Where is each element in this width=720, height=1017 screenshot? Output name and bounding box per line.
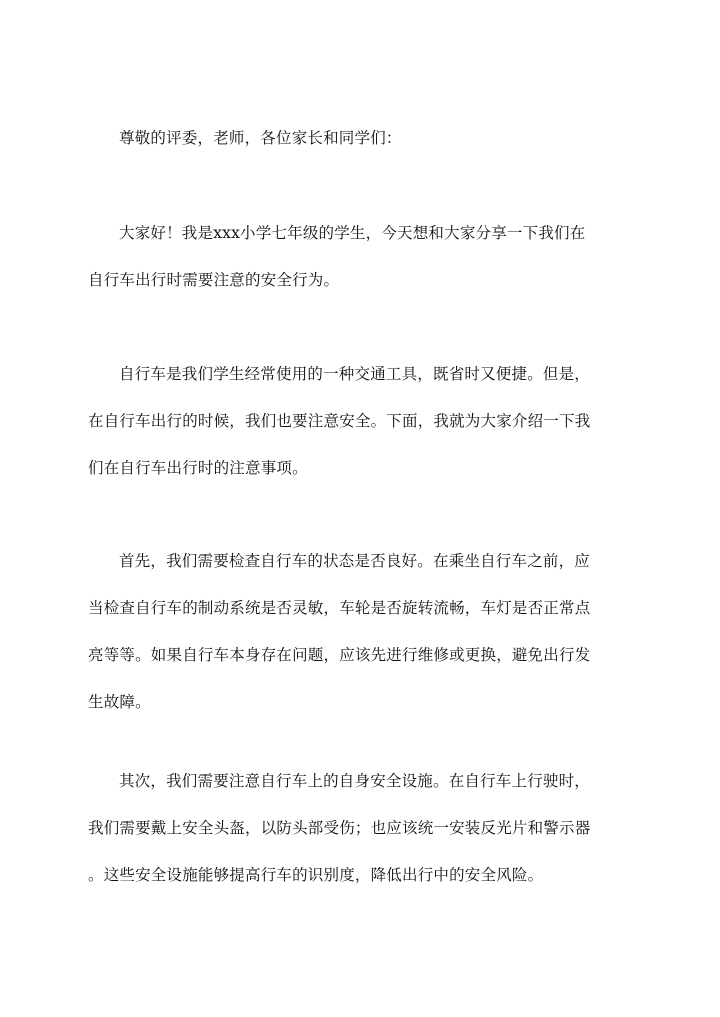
second-point-paragraph — [88, 758, 636, 899]
paragraph-line: 首先，我们需要检查自行车的状态是否良好。在乘坐自行车之前，应 — [119, 552, 591, 570]
paragraph-line: 。这些安全设施能够提高行车的识别度，降低出行中的安全风险。 — [88, 866, 544, 884]
paragraph-line: 们在自行车出行时的注意事项。 — [88, 459, 308, 477]
paragraph-line: 当检查自行车的制动系统是否灵敏，车轮是否旋转流畅，车灯是否正常点 — [88, 599, 591, 617]
paragraph-line: 大家好！我是xxx小学七年级的学生，今天想和大家分享一下我们在 — [119, 224, 586, 242]
paragraph-line: 其次，我们需要注意自行车上的自身安全设施。在自行车上行驶时， — [119, 772, 591, 790]
first-point-paragraph — [88, 538, 636, 726]
salutation-paragraph — [88, 115, 636, 162]
paragraph-line: 自行车出行时需要注意的安全行为。 — [88, 271, 340, 289]
greeting-paragraph — [88, 210, 636, 304]
paragraph-line: 我们需要戴上安全头盔，以防头部受伤；也应该统一安装反光片和警示器 — [88, 819, 591, 837]
paragraph-line: 尊敬的评委，老师，各位家长和同学们： — [119, 129, 402, 147]
paragraph-line: 在自行车出行的时候，我们也要注意安全。下面，我就为大家介绍一下我 — [88, 412, 591, 430]
paragraph-line: 生故障。 — [88, 693, 151, 711]
paragraph-line: 自行车是我们学生经常使用的一种交通工具，既省时又便捷。但是， — [119, 365, 591, 383]
paragraph-line: 亮等等。如果自行车本身存在问题，应该先进行维修或更换，避免出行发 — [88, 646, 591, 664]
intro-paragraph — [88, 351, 636, 492]
